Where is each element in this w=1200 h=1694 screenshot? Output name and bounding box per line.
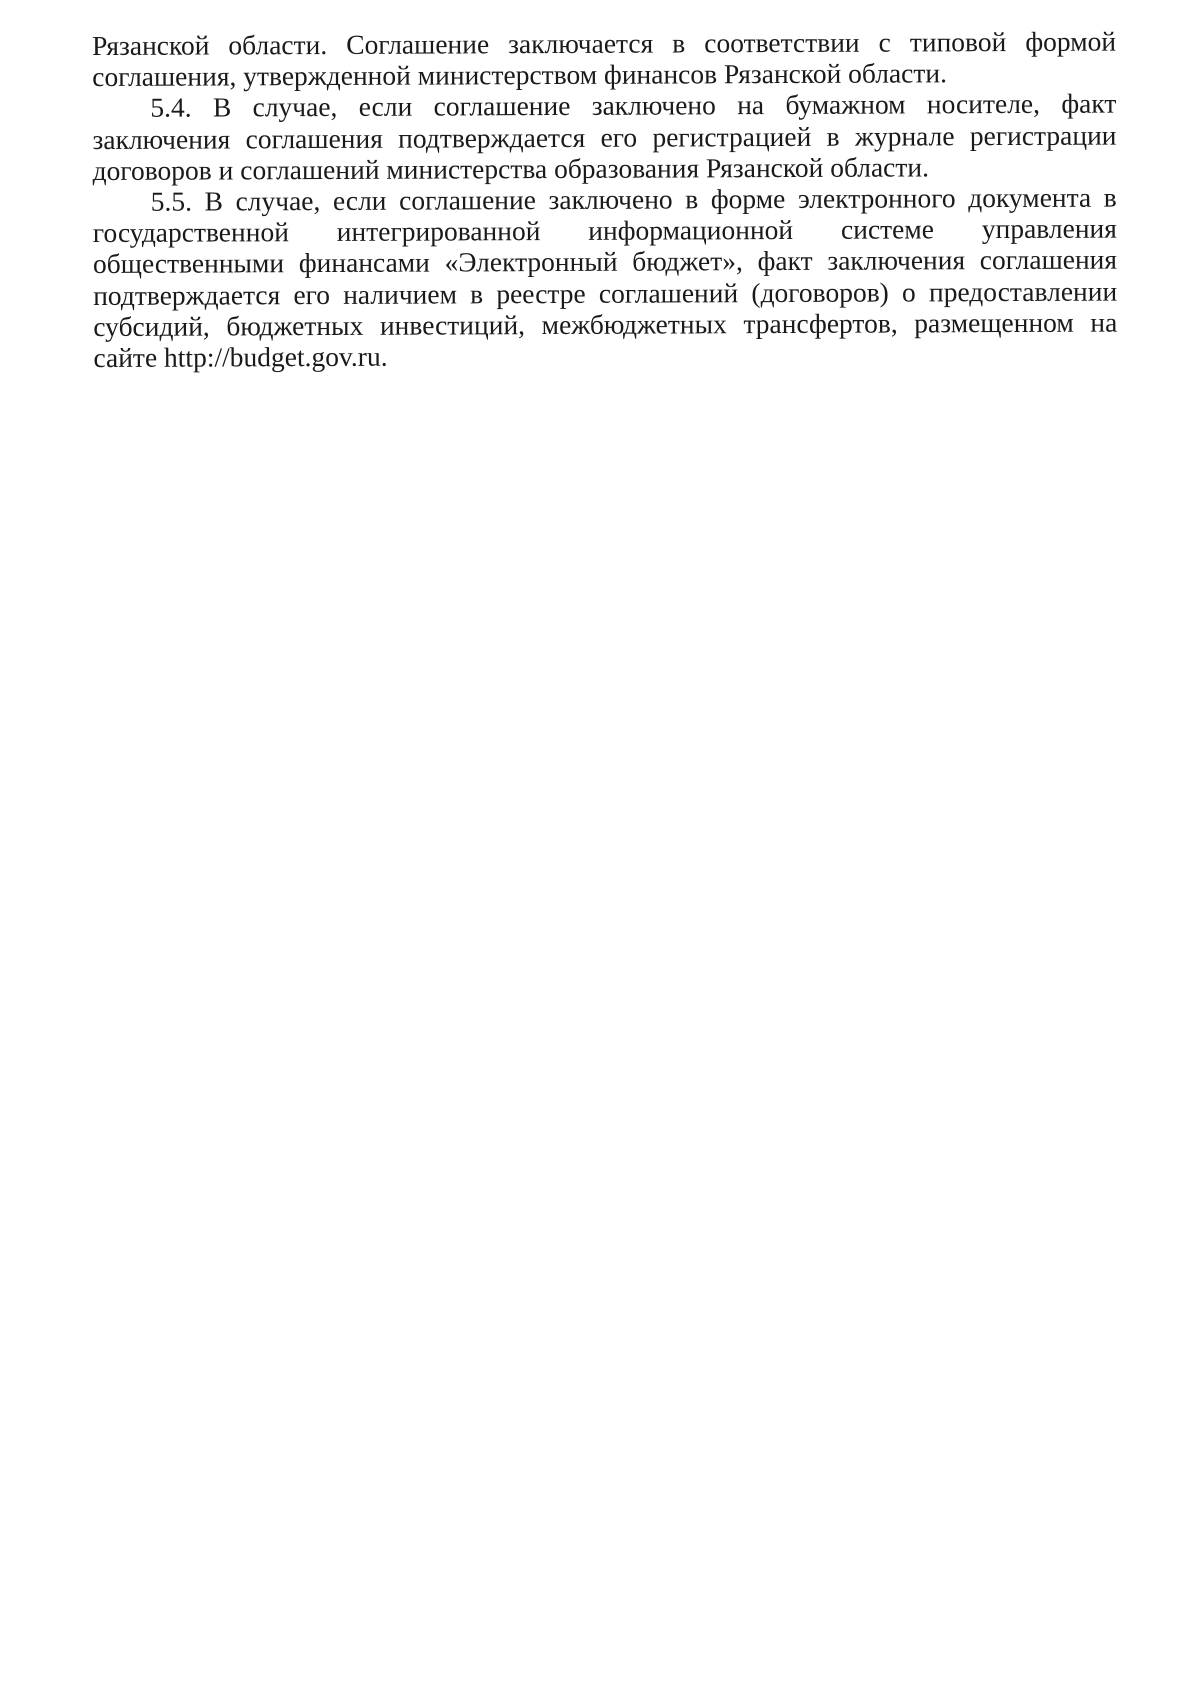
document-body <box>92 26 1117 374</box>
paragraph-5-5: 5.5. В случае, если соглашение заключено в форме электронного документа в государственной интегрированной информационной системе управления общественными финансами «Электронный бюджет», факт заключения соглашения подтверждается его наличием в реестре соглашений (договоров) о предоставлении субсидий, бюджетных инвестиций, межбюджетных трансфертов, размещенном на сайте http://budget.gov.ru. <box>92 181 1118 374</box>
paragraph-continuation: Рязанской области. Соглашение заключается в соответствии с типовой формой соглашения, утвержденной министерством финансов Рязанской области. <box>92 25 1117 93</box>
paragraph-5-4: 5.4. В случае, если соглашение заключено на бумажном носителе, факт заключения соглашения подтверждается его регистрацией в журнале регистрации договоров и соглашений министерства образования Рязанской области. <box>92 87 1117 186</box>
